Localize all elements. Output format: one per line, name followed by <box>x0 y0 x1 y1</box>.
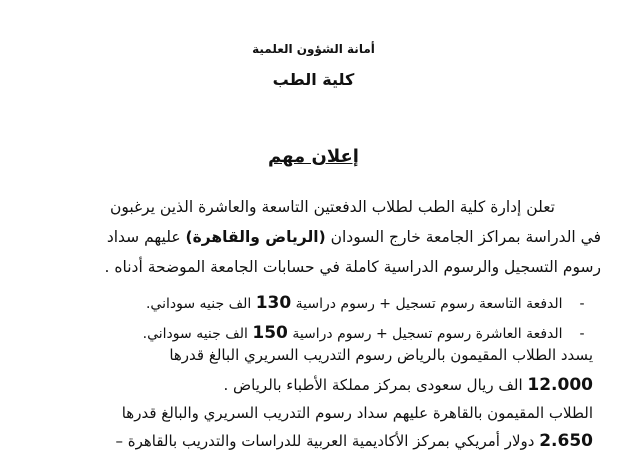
locations-bold: (الرياض والقاهرة) <box>185 228 326 246</box>
cairo-amount: 2.650 <box>539 431 593 451</box>
announcement-title: إعلان مهم <box>268 146 359 167</box>
riyadh-amount: 12.000 <box>527 375 593 395</box>
paragraph-line-2-end: عليهم سداد <box>106 228 181 246</box>
cairo-training-amount-line <box>115 431 593 451</box>
fee-currency: الف جنيه سوداني. <box>142 326 248 342</box>
paragraph-line-3: رسوم التسجيل والرسوم الدراسية كاملة في حسابات الجامعة الموضحة أدناه . <box>104 258 601 276</box>
riyadh-amount-text: الف ريال سعودى بمركز مملكة الأطباء بالرياض . <box>223 376 523 394</box>
fee-amount: 130 <box>255 293 292 313</box>
riyadh-training-line: يسدد الطلاب المقيمون بالرياض رسوم التدريب السريري البالغ قدرها <box>169 346 593 364</box>
fee-amount: 150 <box>252 323 288 343</box>
list-dash: - <box>579 296 585 312</box>
paragraph-line-2-start: في الدراسة بمراكز الجامعة خارج السودان <box>330 228 601 246</box>
riyadh-training-amount-line <box>224 375 593 395</box>
list-dash: - <box>579 326 585 342</box>
paragraph-line-2 <box>107 228 601 246</box>
college-name: كلية الطب <box>272 70 355 89</box>
fee-item-batch-9 <box>146 293 597 313</box>
fee-currency: الف جنيه سوداني. <box>145 296 252 312</box>
cairo-training-line: الطلاب المقيمون بالقاهرة عليهم سداد رسوم التدريب السريري والبالغ قدرها <box>121 404 593 422</box>
fee-item-text: الدفعة العاشرة رسوم تسجيل + رسوم دراسية <box>292 326 563 342</box>
cairo-amount-text: دولار أمريكي بمركز الأكاديمية العربية للدراسات والتدريب بالقاهرة – <box>115 432 535 450</box>
fee-item-batch-10 <box>143 323 597 343</box>
paragraph-line-1: تعلن إدارة كلية الطب لطلاب الدفعتين التاسعة والعاشرة الذين يرغبون <box>109 198 555 216</box>
department-name: أمانة الشؤون العلمية <box>252 42 375 56</box>
fee-item-text: الدفعة التاسعة رسوم تسجيل + رسوم دراسية <box>295 296 563 312</box>
